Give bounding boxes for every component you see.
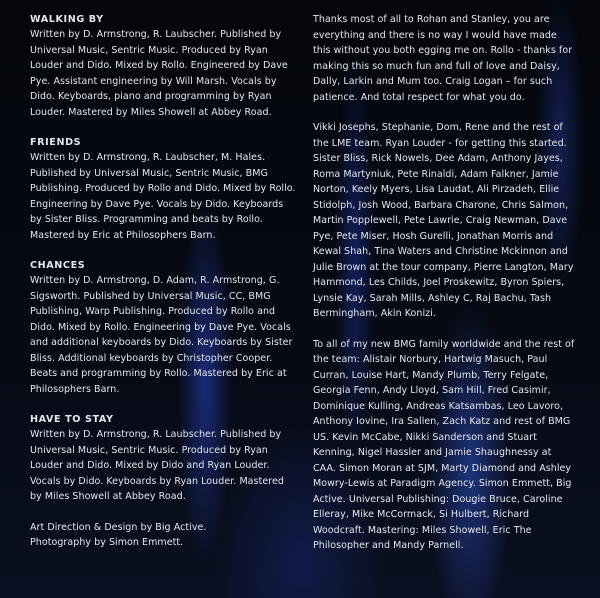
track-credit-text: Written by D. Armstrong, R. Laubscher, M. Hales. Published by Universal Music, Sentric Music, BMG Publishing. Produced by Rollo and Dido. Mixed by Rollo. Engineering by Dave Pye. Vocals by Dido. Keyboards by Sister Bliss. Programming and beats by Rollo. Mastered by Eric at Philosophers Barn.	[30, 152, 296, 241]
thanks-text: To all of my new BMG family worldwide and the rest of the team: Alistair Norbury, Hartwig Masuch, Paul Curran, Louise Hart, Mandy Plumb, Terry Felgate, Georgia Fenn, Andy Lloyd, Sam Hill, Fred Casimir, Dominique Kulling, Andreas Katsambas, Leo Lavoro, Anthony Iovine, Ira Sallen, Zach Katz and rest of BMG US. Kevin McCabe, Nikki Sanderson and Stuart Kenning, Nigel Hassler and Jamie Shaughnessy at CAA. Simon Moran at SJM, Marty Diamond and Ashley Mowry-Lewis at Paradigm Agency. Simon Emmett, Big Active. Universal Publishing: Dougie Bruce, Caroline Elleray, Mike McCormack, Si Hulbert, Richard Woodcraft. Mastering: Miles Showell, Eric The Philosopher and Mandy Parnell.	[313, 338, 575, 551]
track-title: HAVE TO STAY	[30, 414, 114, 425]
track-title: FRIENDS	[30, 137, 82, 148]
track-title: WALKING BY	[30, 14, 104, 25]
left-column	[30, 12, 298, 566]
track-credits-chances	[30, 258, 298, 397]
thanks-paragraph-bmg	[313, 337, 575, 554]
photography-credit: Photography by Simon Emmett.	[30, 537, 184, 548]
thanks-text: Thanks most of all to Rohan and Stanley, you are everything and there is no way I would have made this without you both egging me on. Rollo - thanks for making this so much fun and full of love and Daisy, Dally, Larkin and Mum too. Craig Logan – for such patience. And total respect for what you do.	[313, 14, 573, 103]
track-title: CHANCES	[30, 260, 86, 271]
track-credit-text: Written by D. Armstrong, R. Laubscher. Published by Universal Music, Sentric Music. Produced by Ryan Louder and Dido. Mixed by Rollo. Engineered by Dave Pye. Assistant engineering by Will Marsh. Vocals by Dido. Keyboards, piano and programming by Ryan Louder. Mastered by Miles Showell at Abbey Road.	[30, 29, 288, 118]
thanks-text: Vikki Josephs, Stephanie, Dom, Rene and the rest of the LME team. Ryan Louder - for getting this started. Sister Bliss, Rick Nowels, Dee Adam, Anthony Jayes, Roma Martyniuk, Pete Rinaldi, Adam Falkner, Jamie Norton, Keely Myers, Lisa Laudat, Ali Pirzadeh, Ellie Stidolph, Josh Wood, Barbara Charone, Chris Salmon, Martin Popplewell, Pete Lawrie, Craig Newman, Dave Pye, Pete Miser, Hosh Gurelli, Jonathan Morris and Kewal Shah, Tina Waters and Christine Mckinnon and Julie Brown at the tour company, Pierre Langton, Mary Hammond, Les Childs, Joel Proskewitz, Byron Spiers, Lynsie Kay, Sarah Mills, Ashley C, Raj Bachu, Tash Bermingham, Akin Konizi.	[313, 122, 574, 319]
thanks-paragraph-team	[313, 120, 575, 322]
art-direction-credit: Art Direction & Design by Big Active.	[30, 521, 207, 533]
right-column	[313, 12, 575, 569]
design-credits	[30, 520, 298, 551]
track-credit-text: Written by D. Armstrong, D. Adam, R. Armstrong, G. Sigsworth. Published by Universal Music, CC, BMG Publishing, Warp Publishing. Produced by Rollo and Dido. Mixed by Rollo. Engineering by Dave Pye. Vocals and additional keyboards by Dido. Keyboards by Sister Bliss. Additional keyboards by Christopher Cooper. Beats and programming by Rollo. Mastered by Eric at Philosophers Barn.	[30, 275, 293, 395]
thanks-paragraph-family	[313, 12, 575, 105]
track-credits-friends	[30, 135, 298, 243]
track-credits-have-to-stay	[30, 412, 298, 505]
track-credit-text: Written by D. Armstrong, R. Laubscher. Published by Universal Music, Sentric Music. Produced by Ryan Louder and Dido. Mixed by Dido and Ryan Louder. Vocals by Dido. Keyboards by Ryan Louder. Mastered by Miles Showell at Abbey Road.	[30, 429, 284, 502]
track-credits-walking-by	[30, 12, 298, 120]
